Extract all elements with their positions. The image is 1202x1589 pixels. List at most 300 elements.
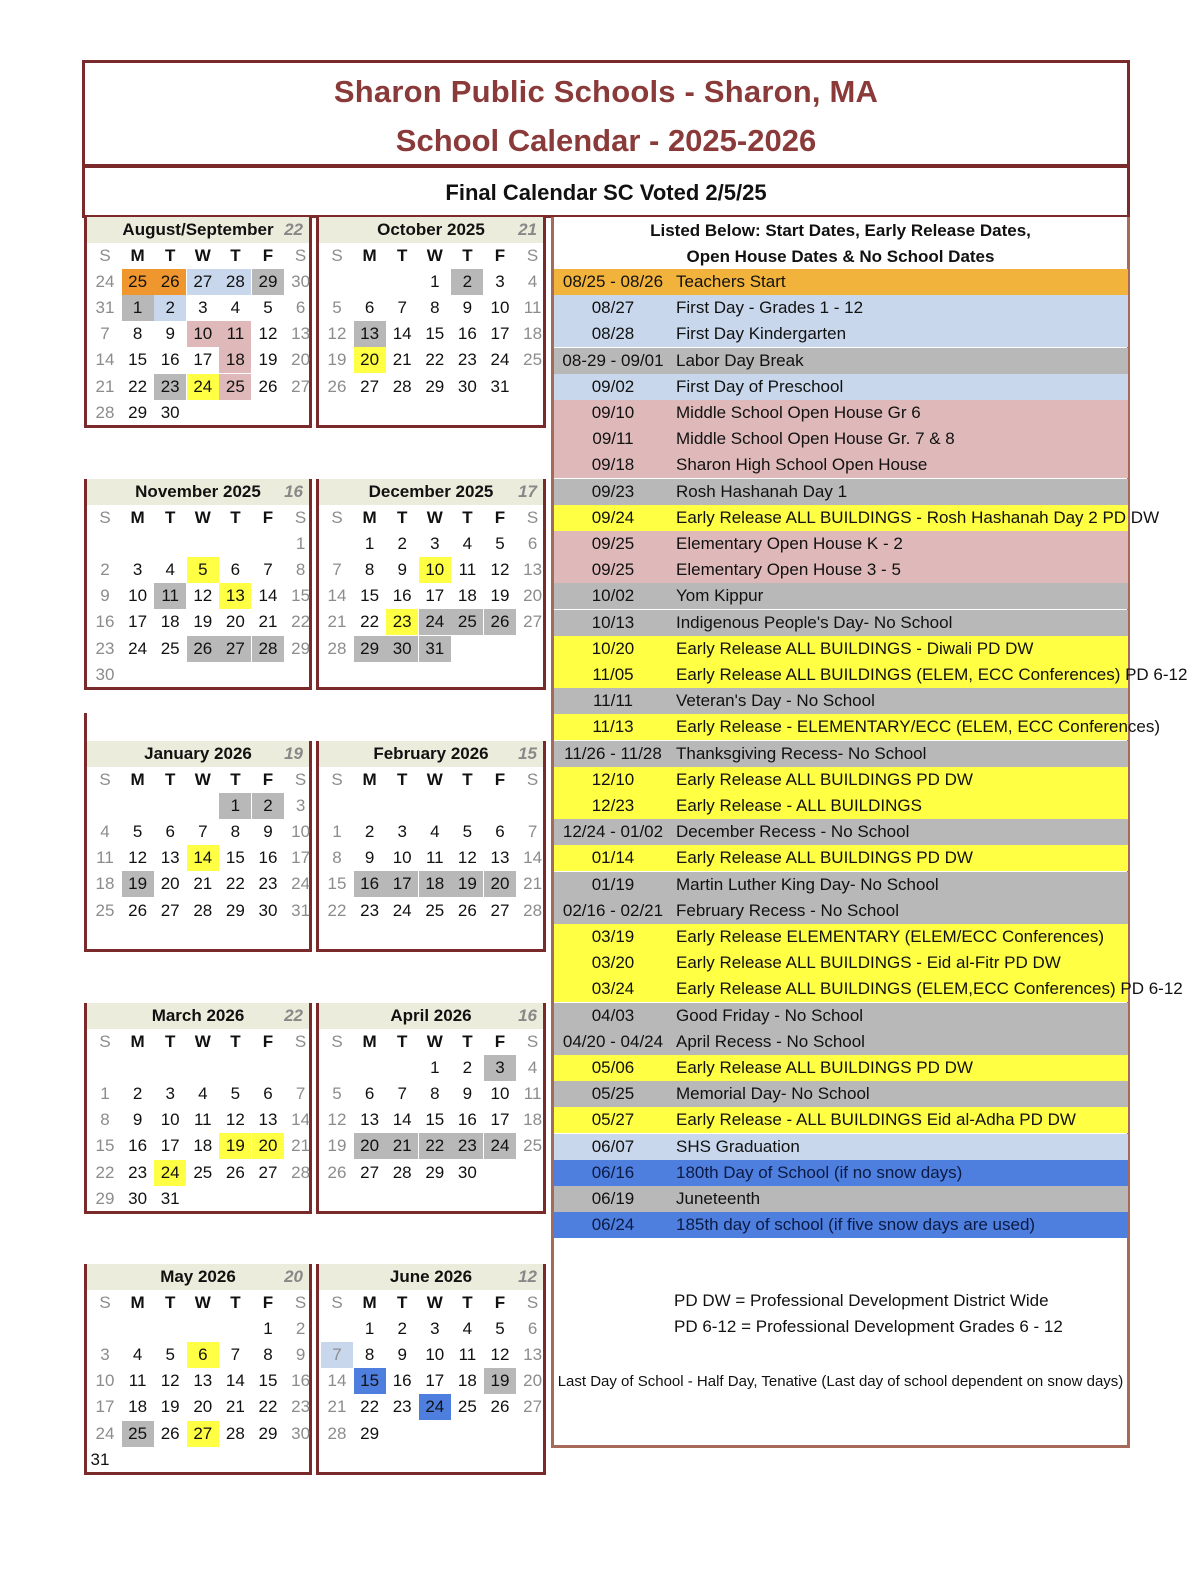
event-description: First Day Kindergarten [676,324,847,344]
calendar-day: 12 [160,1371,180,1391]
calendar-day: 20 [354,1133,386,1159]
event-description: 180th Day of School (if no snow days) [676,1162,963,1182]
calendar-day: 24 [95,1423,115,1443]
calendar-day: 14 [327,1371,347,1391]
weekday-header: T [164,1293,176,1312]
calendar-day: 10 [490,298,510,318]
calendar-day: 9 [132,1110,143,1130]
event-description: Early Release ALL BUILDINGS PD DW [676,769,973,789]
calendar-day: 1 [430,272,440,292]
legend-pd-dw: PD DW = Professional Development District Wide [674,1291,1049,1310]
event-description: Middle School Open House Gr 6 [676,403,921,422]
calendar-day: 13 [523,560,543,580]
calendar-day: 7 [198,822,208,842]
calendar-day: 29 [95,1188,115,1208]
calendar-day: 15 [95,1136,115,1156]
calendar-day: 2 [462,1058,473,1078]
weekday-header: T [396,1032,408,1051]
calendar-day: 19 [484,1368,516,1394]
calendar-day: 23 [258,874,278,894]
calendar-day: 5 [495,1319,505,1339]
weekday-header: S [331,1293,343,1312]
event-description: Martin Luther King Day- No School [676,874,939,894]
event-date: 12/10 [591,769,635,789]
calendar-day: 10 [95,1371,115,1391]
month-block [84,217,312,428]
calendar-day: 25 [160,638,180,658]
calendar-day: 3 [165,1084,175,1104]
weekday-header: T [230,1293,241,1312]
calendar-day: 14 [291,1110,311,1130]
weekday-header: T [230,1032,241,1051]
calendar-day: 23 [360,900,380,920]
event-row [554,400,1128,426]
month-day-count: 12 [518,1267,537,1286]
calendar-day: 7 [397,1084,407,1104]
event-date: 06/07 [591,1136,635,1156]
calendar-day: 7 [263,560,273,580]
calendar-day: 24 [419,609,451,635]
weekday-header: S [331,770,343,789]
calendar-day: 27 [523,1397,543,1417]
event-date: 05/25 [591,1084,635,1104]
calendar-day: 20 [484,871,516,897]
calendar-day: 27 [523,612,543,632]
event-date: 10/13 [591,612,635,632]
weekday-header: S [99,1293,111,1312]
event-description: Teachers Start [676,272,786,291]
event-row [554,610,1128,636]
event-description: Early Release ELEMENTARY (ELEM/ECC Conferences) [676,927,1104,946]
calendar-day: 21 [386,1133,418,1159]
calendar-day: 23 [386,609,418,635]
event-description: Middle School Open House Gr. 7 & 8 [676,429,955,449]
event-date: 01/19 [591,874,635,894]
calendar-day: 6 [187,1342,219,1368]
weekday-header: F [494,770,506,789]
event-date: 11/26 - 11/28 [564,743,662,763]
event-date: 05/27 [591,1110,635,1130]
calendar-day: 28 [95,402,115,422]
calendar-day: 30 [457,376,477,396]
calendar-day: 30 [128,1188,148,1208]
event-row [554,1081,1128,1107]
weekday-header: S [294,508,307,527]
month-title: June 2026 12 [319,1264,543,1290]
calendar-day: 10 [425,1345,445,1365]
calendar-day: 2 [451,269,483,295]
calendar-day: 18 [193,1136,213,1156]
calendar-day: 13 [360,1110,380,1130]
calendar-day: 26 [490,1397,510,1417]
weekday-header: T [462,770,473,789]
event-row [554,688,1128,714]
event-row [554,1134,1128,1160]
weekday-header: T [462,1293,473,1312]
event-row [554,662,1188,688]
event-row [554,898,1128,924]
event-row [554,714,1161,740]
calendar-day: 3 [397,822,407,842]
weekday-header: F [494,1032,506,1051]
calendar-day: 24 [154,1160,186,1186]
calendar-day: 14 [95,350,115,370]
weekday-header: F [262,1293,274,1312]
event-description: Memorial Day- No School [676,1084,870,1104]
calendar-day: 5 [332,1084,342,1104]
calendar-day: 30 [160,402,180,422]
event-row [554,1107,1128,1133]
calendar-day: 13 [490,848,510,868]
calendar-day: 29 [425,1162,445,1182]
calendar-day: 23 [154,374,186,400]
calendar-day: 26 [187,636,219,662]
calendar-day: 3 [295,796,306,816]
event-row [554,793,1128,819]
calendar-day: 7 [527,822,538,842]
calendar-day: 30 [457,1162,477,1182]
calendar-day: 15 [327,874,347,894]
calendar-day: 2 [364,822,375,842]
calendar-day: 28 [523,900,543,920]
weekday-header: W [426,1032,443,1051]
calendar-day: 24 [419,1394,451,1420]
event-date: 08/27 [591,298,635,318]
weekday-header: F [262,246,274,265]
weekday-header: T [396,1293,408,1312]
calendar-day: 12 [258,324,278,344]
calendar-day: 22 [327,900,347,920]
event-date: 12/23 [591,796,635,815]
month-day-count: 20 [284,1267,303,1286]
calendar-day: 31 [419,636,451,662]
weekday-header: W [426,508,443,527]
calendar-day: 4 [198,1084,208,1104]
calendar-day: 4 [527,272,538,292]
may-extra-day: 31 [90,1450,110,1469]
event-description: February Recess - No School [676,900,899,920]
event-row [554,295,1128,321]
event-row [554,531,1128,557]
calendar-day: 17 [386,871,418,897]
calendar-day: 30 [291,1423,311,1443]
calendar-day: 25 [425,900,445,920]
month-title: May 2026 20 [87,1264,309,1290]
calendar-day: 15 [225,848,245,868]
event-row [554,1029,1128,1055]
calendar-day: 25 [122,1421,154,1447]
calendar-day: 2 [397,534,407,554]
calendar-day: 16 [392,1371,412,1391]
month-day-count: 15 [518,744,537,763]
month-day-count: 21 [518,220,537,239]
calendar-day: 17 [425,1371,445,1391]
calendar-day: 5 [332,298,342,318]
weekday-header: T [396,770,408,789]
calendar-day: 10 [291,822,311,842]
event-description: Early Release - ELEMENTARY/ECC (ELEM, ECC Conferences) [676,717,1161,737]
calendar-day: 2 [132,1084,143,1104]
calendar-day: 30 [386,636,418,662]
event-date: 04/03 [591,1005,635,1025]
month-block [84,741,312,952]
calendar-day: 20 [523,1371,543,1391]
calendar-day: 18 [419,871,451,897]
weekday-header: M [130,508,145,527]
calendar-day: 4 [527,1058,538,1078]
calendar-day: 1 [219,793,251,819]
month-block [316,217,546,428]
calendar-day: 10 [128,586,148,606]
calendar-day: 4 [430,822,440,842]
weekday-header: S [294,1293,307,1312]
calendar-day: 21 [225,1397,245,1417]
calendar-day: 10 [419,557,451,583]
weekday-header: T [164,1032,176,1051]
event-row [554,557,1128,583]
title-box [82,60,1130,167]
calendar-day: 19 [219,1133,251,1159]
calendar-day: 2 [397,1319,407,1339]
calendar-day: 9 [397,1345,407,1365]
calendar-day: 23 [392,1397,412,1417]
voted-banner: Final Calendar SC Voted 2/5/25 [82,165,1130,218]
event-row [554,1003,1128,1029]
month-title: April 2026 16 [319,1003,543,1029]
calendar-day: 6 [295,298,306,318]
month-title: October 2025 21 [319,217,543,243]
weekday-header: W [194,770,211,789]
calendar-day: 15 [291,586,311,606]
calendar-day: 1 [295,534,306,554]
calendar-day: 12 [193,586,213,606]
weekday-header: T [462,1032,473,1051]
calendar-day: 29 [360,1423,380,1443]
calendar-day: 28 [327,1423,347,1443]
calendar-day: 13 [219,583,251,609]
calendar-day: 4 [132,1345,143,1365]
calendar-day: 20 [252,1133,284,1159]
calendar-day: 22 [425,350,445,370]
calendar-day: 13 [160,848,180,868]
calendar-day: 11 [96,848,114,868]
calendar-day: 3 [198,298,208,318]
event-date: 11/05 [592,665,634,684]
weekday-header: F [262,770,274,789]
calendar-day: 16 [354,871,386,897]
calendar-day: 6 [263,1084,273,1104]
calendar-day: 8 [332,848,342,868]
calendar-day: 4 [462,1319,473,1339]
calendar-day: 16 [258,848,278,868]
calendar-day: 25 [457,1397,477,1417]
events-header [554,217,1127,269]
month-day-count: 19 [284,744,303,763]
calendar-day: 3 [484,1055,516,1081]
event-description: Early Release ALL BUILDINGS PD DW [676,848,973,868]
calendar-day: 2 [154,295,186,321]
calendar-day: 25 [95,900,115,920]
calendar-day: 27 [360,376,380,396]
calendar-day: 29 [258,1423,278,1443]
calendar-day: 6 [527,534,538,554]
calendar-day: 9 [462,1084,473,1104]
month-block [316,1264,546,1475]
calendar-day: 25 [122,269,154,295]
calendar-day: 18 [128,1397,148,1417]
event-row [554,845,1128,871]
calendar-day: 21 [327,612,347,632]
calendar-day: 4 [165,560,175,580]
calendar-day: 19 [122,871,154,897]
calendar-day: 20 [291,350,311,370]
calendar-day: 12 [128,848,148,868]
event-row [554,1055,1128,1081]
event-date: 10/20 [591,638,635,658]
calendar-day: 8 [230,822,241,842]
month-title: February 2026 15 [319,741,543,767]
calendar-day: 2 [252,793,284,819]
calendar-day: 26 [154,269,186,295]
event-date: 11/13 [592,717,634,737]
event-date: 03/24 [591,979,635,999]
event-date: 06/24 [591,1215,635,1235]
event-date: 06/19 [591,1189,635,1208]
event-description: Rosh Hashanah Day 1 [676,481,848,501]
divider-stub [84,713,87,741]
event-description: Juneteenth [676,1189,761,1208]
event-description: 185th day of school (if five snow days are used) [676,1215,1036,1235]
weekday-header: M [362,1293,377,1312]
event-description: Sharon High School Open House [676,455,928,475]
month-block [84,479,312,690]
calendar-day: 16 [291,1371,311,1391]
calendar-day: 10 [392,848,412,868]
calendar-day: 17 [193,350,213,370]
calendar-day: 13 [291,324,311,344]
event-row [554,321,1128,347]
weekday-header: M [130,770,145,789]
month-day-count: 22 [284,220,303,239]
event-row [554,374,1128,400]
calendar-day: 13 [193,1371,213,1391]
calendar-day: 28 [252,636,284,662]
calendar-day: 11 [458,1345,477,1365]
calendar-day: 21 [523,874,543,894]
calendar-day: 20 [354,347,386,373]
event-date: 08/25 - 08/26 [562,272,664,291]
calendar-day: 8 [430,298,440,318]
calendar-day: 7 [295,1084,306,1104]
calendar-day: 28 [327,638,347,658]
weekday-header: W [426,1293,443,1312]
event-description: Elementary Open House K - 2 [676,534,903,553]
weekday-header: S [526,246,539,265]
event-date: 08/28 [591,324,635,344]
events-list [551,217,1188,1448]
calendar-day: 27 [187,269,219,295]
calendar-day: 16 [95,612,115,632]
calendar-day: 19 [451,871,483,897]
weekday-header: T [462,246,473,265]
weekday-header: M [362,1032,377,1051]
calendar-day: 20 [160,874,180,894]
calendar-day: 25 [451,609,483,635]
calendar-day: 26 [160,1423,180,1443]
month-block [84,1264,312,1475]
calendar-day: 4 [100,822,110,842]
event-description: Early Release ALL BUILDINGS - Diwali PD DW [676,638,1034,658]
calendar-day: 7 [100,324,110,344]
calendar-day: 1 [263,1319,273,1339]
event-date: 05/06 [591,1058,635,1077]
calendar-day: 13 [523,1345,543,1365]
event-description: Early Release ALL BUILDINGS - Rosh Hashanah Day 2 PD DW [676,507,1160,527]
calendar-day: 28 [392,376,412,396]
calendar-day: 16 [392,586,412,606]
calendar-day: 5 [230,1084,241,1104]
calendar-day: 11 [219,321,251,347]
calendar-day: 18 [95,874,115,894]
calendar-day: 8 [295,560,306,580]
event-date: 03/20 [591,953,635,973]
event-row [554,636,1128,662]
calendar-day: 26 [484,609,516,635]
weekday-header: T [396,246,408,265]
event-row [554,479,1128,505]
calendar-day: 30 [95,664,115,684]
calendar-day: 19 [327,350,347,370]
calendar-day: 15 [258,1371,278,1391]
calendar-day: 24 [95,272,115,292]
event-description: First Day - Grades 1 - 12 [676,298,864,318]
calendar-day: 31 [160,1188,180,1208]
calendar-day: 12 [490,560,510,580]
weekday-header: S [526,1293,539,1312]
month-day-count: 17 [518,482,537,501]
calendar-day: 19 [160,1397,180,1417]
weekday-header: S [294,1032,307,1051]
calendar-day: 28 [193,900,213,920]
calendar-day: 26 [327,1162,347,1182]
calendar-day: 24 [128,638,148,658]
calendar-day: 17 [291,848,311,868]
calendar-day: 11 [523,298,542,318]
month-block [316,741,546,952]
weekday-header: W [426,246,443,265]
month-title: December 2025 17 [319,479,543,505]
calendar-day: 24 [187,374,219,400]
event-description: Early Release ALL BUILDINGS - Eid al-Fitr PD DW [676,953,1061,973]
last-day-note: Last Day of School - Half Day, Tenative (Last day of school dependent on snow days) [557,1373,1124,1390]
calendar-day: 2 [295,1319,306,1339]
event-date: 09/25 [591,560,635,580]
calendar-day: 25 [523,1136,543,1156]
event-description: SHS Graduation [676,1136,800,1156]
weekday-header: S [526,1032,539,1051]
calendar-day: 26 [128,900,148,920]
calendar-day: 7 [230,1345,241,1365]
weekday-header: S [99,246,111,265]
calendar-day: 27 [219,636,251,662]
month-block [316,1003,546,1214]
calendar-day: 5 [462,822,473,842]
calendar-day: 10 [160,1110,180,1130]
calendar-day: 3 [495,272,505,292]
event-date: 09/23 [591,481,635,501]
calendar-day: 9 [165,324,175,344]
calendar-day: 21 [291,1136,311,1156]
